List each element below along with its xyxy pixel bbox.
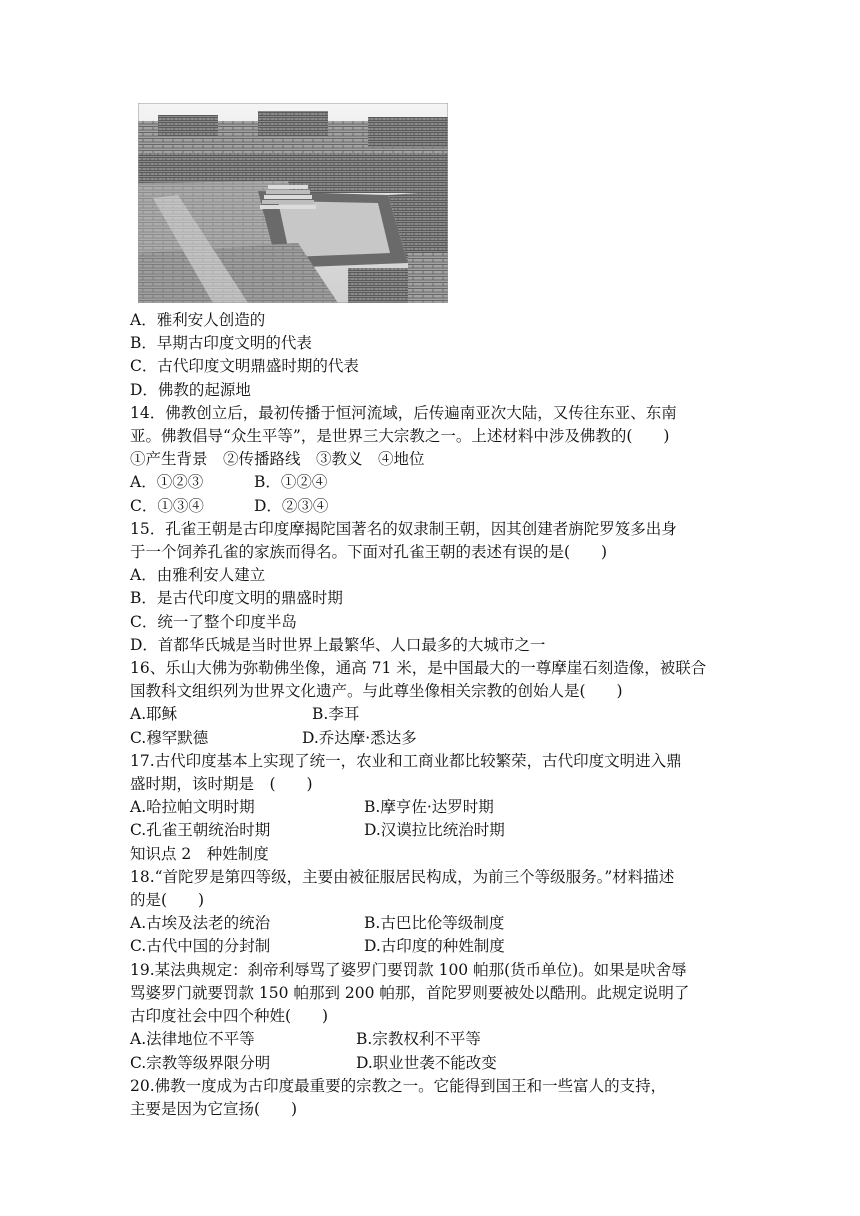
q14-stem-line-1: 14．佛教创立后，最初传播于恒河流域，后传遍南亚次大陆，又传往东亚、东南: [130, 403, 677, 422]
q19-stem-line-2: 骂婆罗门就要罚款 150 帕那到 200 帕那，首陀罗则要被处以酷刑。此规定说明了: [130, 983, 690, 1002]
q15-option-c: C．统一了整个印度半岛: [130, 612, 297, 631]
ruins-photo-image: [138, 103, 448, 303]
section-heading: 知识点 2 种姓制度: [130, 844, 269, 863]
q14-option-d: D．②③④: [254, 496, 329, 515]
q16-stem-line-2: 国教科文组织列为世界文化遗产。与此尊坐像相关宗教的创始人是( ): [130, 682, 623, 701]
q19-option-d: D.职业世袭不能改变: [356, 1053, 497, 1072]
q17-options-row-1: [130, 796, 730, 819]
q18-options-row-1: [130, 912, 730, 935]
q16-option-a: A.耶稣: [130, 705, 178, 724]
q16-option-c: C.穆罕默德: [130, 728, 209, 747]
q19-options-row-2: [130, 1052, 730, 1075]
q14-options-row-1: [130, 471, 730, 494]
q18-stem-line-1: 18.“首陀罗是第四等级，主要由被征服居民构成，为前三个等级服务。”材料描述: [130, 867, 675, 886]
q16-options-row-2: [130, 727, 730, 750]
q19-option-b: B.宗教权利不平等: [356, 1030, 481, 1049]
q14-options-row-2: [130, 495, 730, 518]
q17-stem-line-1: 17.古代印度基本上实现了统一，农业和工商业都比较繁荣，古代印度文明进入鼎: [130, 751, 682, 770]
q14-option-b: B．①②④: [254, 473, 328, 492]
q19-options-row-1: [130, 1028, 730, 1051]
q18-option-c: C.古代中国的分封制: [130, 937, 271, 956]
q17-option-b: B.摩亨佐·达罗时期: [364, 798, 494, 817]
q13-option-c: C．古代印度文明鼎盛时期的代表: [130, 357, 359, 376]
q13-option-d: D．佛教的起源地: [130, 380, 251, 399]
q15-option-a: A．由雅利安人建立: [130, 566, 266, 585]
q19-option-a: A.法律地位不平等: [130, 1030, 255, 1049]
q14-stem-line-2: 亚。佛教倡导“众生平等”，是世界三大宗教之一。上述材料中涉及佛教的( ): [130, 427, 670, 446]
q14-option-a: A．①②③: [130, 473, 204, 492]
q15-option-b: B．是古代印度文明的鼎盛时期: [130, 589, 343, 608]
q18-stem-line-2: 的是( ): [130, 891, 205, 910]
q14-option-c: C．①③④: [130, 496, 204, 515]
ruins-photo: [138, 103, 448, 303]
q16-option-d: D.乔达摩·悉达多: [302, 728, 417, 747]
q18-option-a: A.古埃及法老的统治: [130, 914, 271, 933]
q14-items: ①产生背景 ②传播路线 ③教义 ④地位: [130, 450, 425, 469]
q17-option-d: D.汉谟拉比统治时期: [364, 821, 505, 840]
q18-option-b: B.古巴比伦等级制度: [364, 914, 505, 933]
q13-option-a: A．雅利安人创造的: [130, 311, 266, 329]
q19-option-c: C.宗教等级界限分明: [130, 1053, 271, 1072]
q16-options-row-1: [130, 703, 730, 726]
q18-option-d: D.古印度的种姓制度: [364, 937, 505, 956]
q17-option-c: C.孔雀王朝统治时期: [130, 821, 271, 840]
q16-stem-line-1: 16、乐山大佛为弥勒佛坐像，通高 71 米，是中国最大的一尊摩崖石刻造像，被联合: [130, 659, 707, 678]
q17-options-row-2: [130, 819, 730, 842]
q17-option-a: A.哈拉帕文明时期: [130, 798, 255, 817]
q20-stem-line-2: 主要是因为它宣扬( ): [130, 1099, 298, 1118]
q15-stem-line-1: 15．孔雀王朝是古印度摩揭陀国著名的奴隶制王朝，因其创建者旃陀罗笈多出身: [130, 519, 677, 538]
q15-option-d: D．首都华氏城是当时世界上最繁华、人口最多的大城市之一: [130, 635, 546, 654]
document-page: [130, 103, 730, 1121]
q18-options-row-2: [130, 935, 730, 958]
q19-stem-line-1: 19.某法典规定：刹帝利辱骂了婆罗门要罚款 100 帕那(货币单位)。如果是吠舍辱: [130, 960, 687, 979]
q13-option-b: B．早期古印度文明的代表: [130, 334, 312, 353]
q19-stem-line-3: 古印度社会中四个种姓( ): [130, 1007, 329, 1026]
q17-stem-line-2: 盛时期，该时期是 ( ): [130, 775, 313, 794]
q15-stem-line-2: 于一个饲养孔雀的家族而得名。下面对孔雀王朝的表述有误的是( ): [130, 543, 608, 562]
q20-stem-line-1: 20.佛教一度成为古印度最重要的宗教之一。它能得到国王和一些富人的支持，: [130, 1076, 667, 1095]
q16-option-b: B.李耳: [312, 705, 360, 724]
